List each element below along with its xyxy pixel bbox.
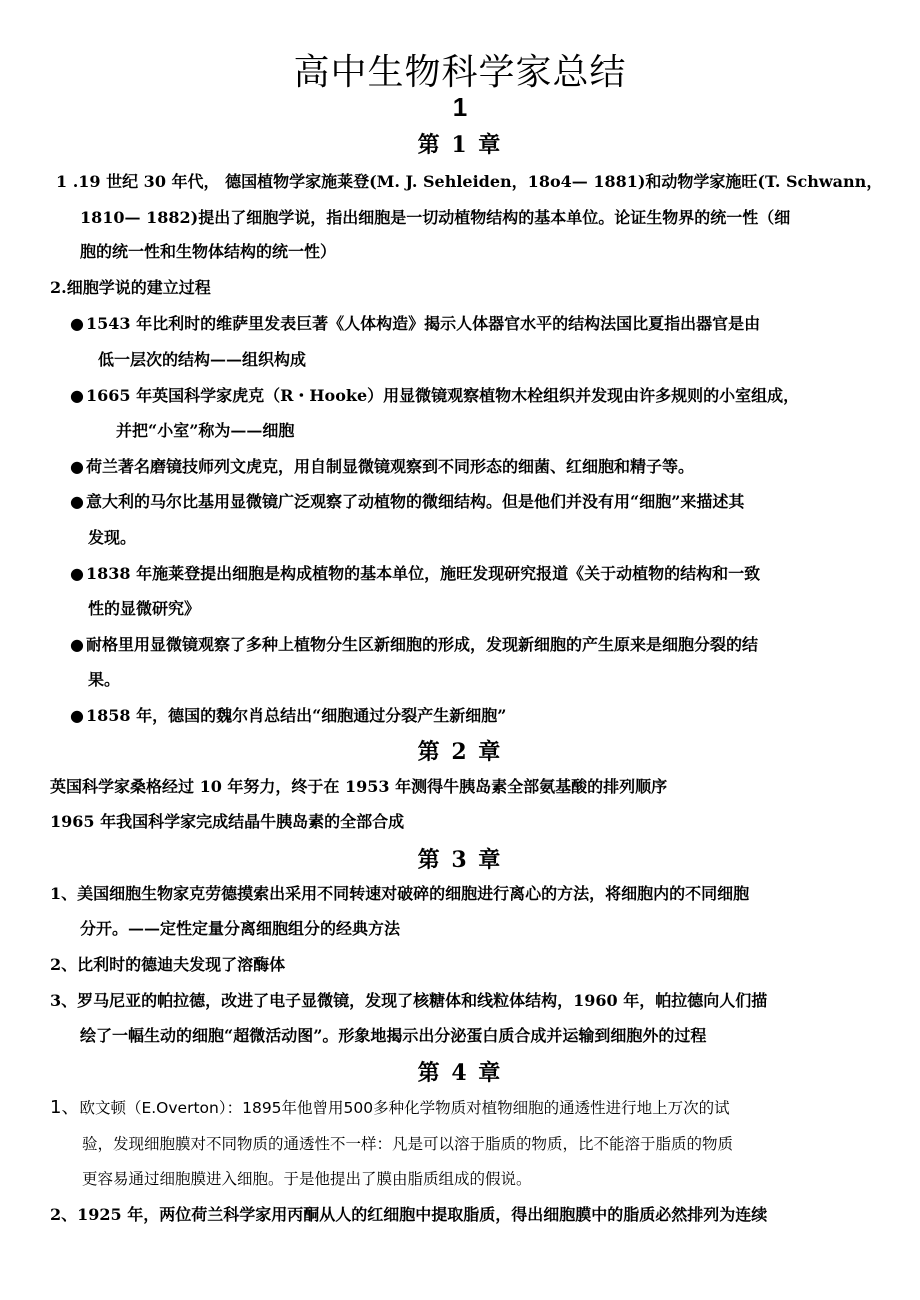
bullet2-text: 1665 年英国科学家虎克（R・Hooke）用显微镜观察植物木栓组织并发现由许多规则的小室组成， bbox=[86, 386, 800, 405]
bullet5-text: 1838 年施莱登提出细胞是构成植物的基本单位，施旺发现研究报道《关于动植物的结构和一致 bbox=[86, 564, 761, 583]
ch1-bullet1-line1 bbox=[70, 314, 760, 334]
ch3-item1-line1: 1、美国细胞生物家克劳德摸索出采用不同转速对破碎的细胞进行离心的方法，将细胞内的不同细胞 bbox=[50, 884, 750, 903]
bullet-icon: ● bbox=[70, 492, 84, 511]
ch3-item3-line1: 3、罗马尼亚的帕拉德，改进了电子显微镜，发现了核糖体和线粒体结构，1960 年，帕拉德向人们描 bbox=[50, 991, 768, 1010]
bullet-icon: ● bbox=[70, 564, 84, 583]
ch1-bullet7-line1 bbox=[70, 706, 507, 726]
ch1-bullet3-line1 bbox=[70, 457, 694, 477]
bullet-icon: ● bbox=[70, 386, 84, 405]
bullet4-text: 意大利的马尔比基用显微镜广泛观察了动植物的微细结构。但是他们并没有用“细胞”来描述其 bbox=[86, 492, 745, 511]
ch1-bullet5-line1 bbox=[70, 564, 760, 584]
bullet6-text: 耐格里用显微镜观察了多种上植物分生区新细胞的形成，发现新细胞的产生原来是细胞分裂的结 bbox=[86, 635, 759, 654]
ch1-p1-line1: 1 .19 世纪 30 年代， 德国植物学家施莱登(M. J. Sehleiden，18o4— 1881)和动物学家施旺(T. Schwann， bbox=[56, 172, 883, 191]
ch2-line1: 英国科学家桑格经过 10 年努力，终于在 1953 年测得牛胰岛素全部氨基酸的排列顺序 bbox=[50, 777, 668, 796]
ch3-item1-line2: 分开。——定性定量分离细胞组分的经典方法 bbox=[80, 919, 401, 938]
ch1-bullet6-line2: 果。 bbox=[88, 670, 121, 689]
chapter-4-heading: 第 4 章 bbox=[417, 1060, 503, 1086]
ch1-p2-heading: 2.细胞学说的建立过程 bbox=[50, 278, 211, 297]
page-number: 1 bbox=[452, 92, 468, 122]
ch1-bullet5-line2: 性的显微研究》 bbox=[88, 599, 201, 618]
bullet-icon: ● bbox=[70, 706, 84, 725]
ch2-line2: 1965 年我国科学家完成结晶牛胰岛素的全部合成 bbox=[50, 812, 405, 831]
ch4-item1-line1 bbox=[50, 1098, 730, 1118]
chapter-1-heading: 第 1 章 bbox=[417, 132, 503, 158]
bullet-icon: ● bbox=[70, 314, 84, 333]
ch3-item3-line2: 绘了一幅生动的细胞“超微活动图”。形象地揭示出分泌蛋白质合成并运输到细胞外的过程 bbox=[80, 1026, 707, 1045]
ch1-bullet1-line2: 低一层次的结构——组织构成 bbox=[98, 350, 307, 369]
ch1-p1-line3: 胞的统一性和生物体结构的统一性） bbox=[80, 242, 337, 261]
chapter-2-heading: 第 2 章 bbox=[417, 739, 503, 765]
ch1-bullet4-line1 bbox=[70, 492, 744, 512]
ch4-item1-text: 欧文顿（E.Overton）：1895年他曾用500多种化学物质对植物细胞的通透性进行地上万次的试 bbox=[79, 1099, 730, 1117]
chapter-3-heading: 第 3 章 bbox=[417, 847, 503, 873]
bullet1-text: 1543 年比利时的维萨里发表巨著《人体构造》揭示人体器官水平的结构法国比夏指出器官是由 bbox=[86, 314, 761, 333]
ch1-bullet2-line1 bbox=[70, 386, 799, 406]
bullet-icon: ● bbox=[70, 457, 84, 476]
document-title: 高中生物科学家总结 bbox=[293, 52, 627, 93]
ch4-item1-line3: 更容易通过细胞膜进入细胞。于是他提出了膜由脂质组成的假说。 bbox=[82, 1170, 532, 1188]
ch1-bullet4-line2: 发现。 bbox=[88, 528, 137, 547]
ch4-item1-number: 1、 bbox=[50, 1097, 80, 1118]
bullet-icon: ● bbox=[70, 635, 84, 654]
ch4-item1-line2: 验，发现细胞膜对不同物质的通透性不一样：凡是可以溶于脂质的物质，比不能溶于脂质的物质 bbox=[82, 1135, 734, 1153]
bullet7-text: 1858 年，德国的魏尔肖总结出“细胞通过分裂产生新细胞” bbox=[86, 706, 507, 725]
ch4-item2-line1: 2、1925 年，两位荷兰科学家用丙酮从人的红细胞中提取脂质，得出细胞膜中的脂质必然排列为连续 bbox=[50, 1205, 768, 1224]
ch1-bullet6-line1 bbox=[70, 635, 758, 655]
ch1-p1-line2: 1810— 1882)提出了细胞学说，指出细胞是一切动植物结构的基本单位。论证生物界的统一性（细 bbox=[80, 208, 791, 227]
bullet3-text: 荷兰著名磨镜技师列文虎克，用自制显微镜观察到不同形态的细菌、红细胞和精子等。 bbox=[86, 457, 695, 476]
ch1-bullet2-line2: 并把“小室”称为——细胞 bbox=[116, 421, 295, 440]
ch3-item2-line1: 2、比利时的德迪夫发现了溶酶体 bbox=[50, 955, 286, 974]
